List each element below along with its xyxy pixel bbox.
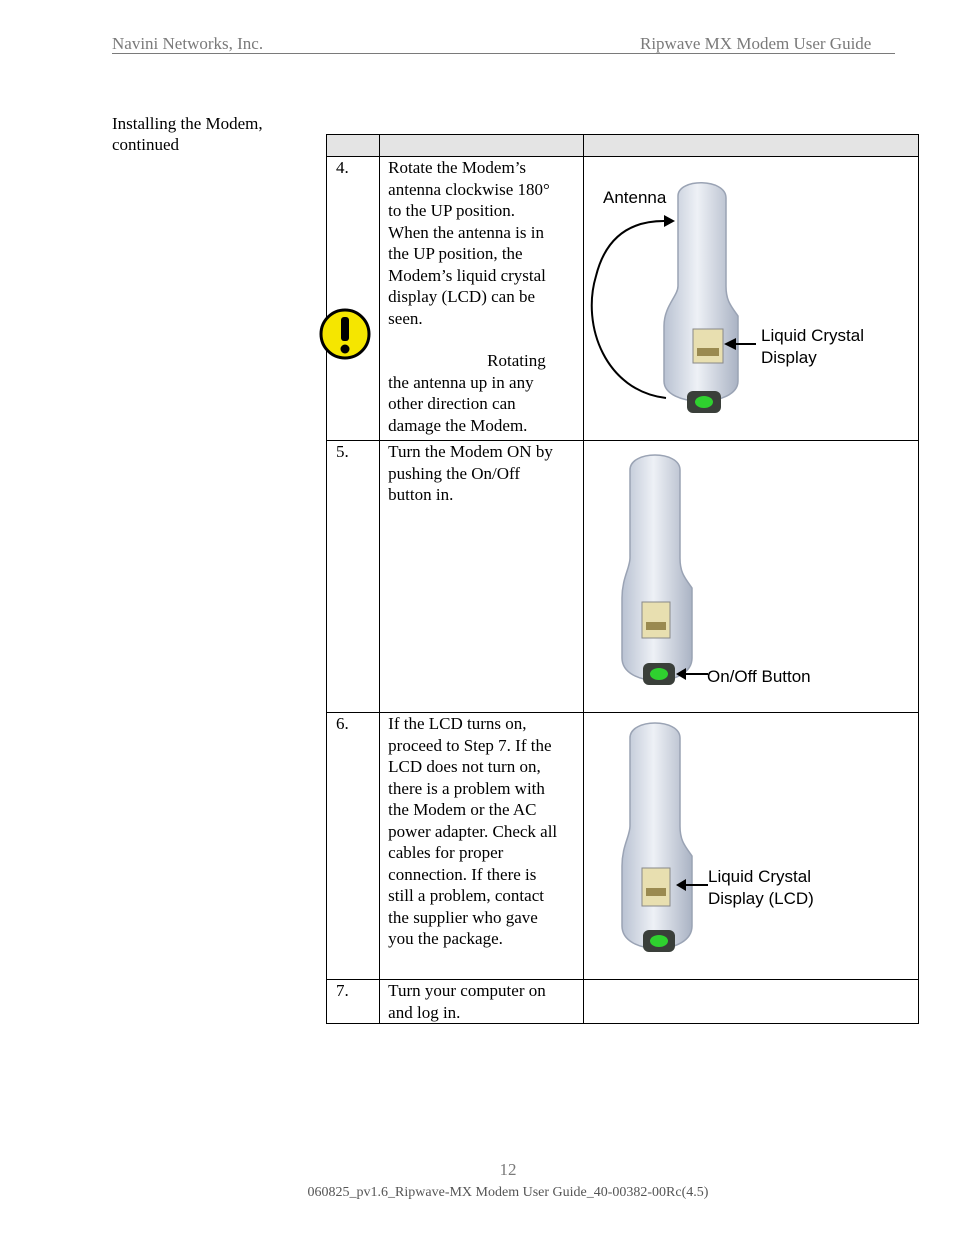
step-line: connection. If there is bbox=[388, 864, 537, 884]
step-line: If the LCD turns on, bbox=[388, 714, 527, 733]
step-image-cell bbox=[583, 980, 918, 1024]
lcd-label-line2: Display (LCD) bbox=[708, 889, 814, 908]
step-line: power adapter. Check all bbox=[388, 821, 558, 841]
step-line: Modem’s liquid crystal bbox=[388, 265, 546, 285]
step-number: 6. bbox=[327, 713, 380, 980]
step-line: you the package. bbox=[388, 929, 503, 948]
warning-line: other direction can bbox=[388, 394, 516, 413]
step-line: seen. bbox=[388, 308, 423, 328]
step-line: Rotate the Modem’s bbox=[388, 158, 527, 177]
step-line: button in. bbox=[388, 485, 454, 504]
warning-line: Rotating bbox=[487, 351, 546, 370]
step-text bbox=[380, 713, 584, 980]
step-line: the Modem or the AC bbox=[388, 800, 537, 819]
step-line: display (LCD) can be bbox=[388, 287, 535, 306]
step-text bbox=[380, 441, 584, 713]
header-guide-title: Ripwave MX Modem User Guide bbox=[640, 34, 872, 53]
table-row bbox=[327, 980, 919, 1024]
table-header-cell bbox=[380, 135, 584, 157]
page-number: 12 bbox=[499, 1160, 517, 1179]
step-line: pushing the On/Off bbox=[388, 463, 521, 483]
on-off-button-label: On/Off Button bbox=[707, 667, 811, 686]
warning-exclamation-icon bbox=[318, 307, 372, 361]
document-footer: 060825_pv1.6_Ripwave-MX Modem User Guide_40-00382-00Rc(4.5) bbox=[307, 1185, 709, 1200]
step-line: to the UP position. bbox=[388, 201, 516, 220]
step-line: and log in. bbox=[388, 1002, 461, 1022]
step-line: Turn your computer on bbox=[388, 981, 546, 1000]
modem-on-off-button-image bbox=[618, 448, 708, 693]
step-line: Turn the Modem ON by bbox=[388, 442, 553, 461]
warning-line: the antenna up in any bbox=[388, 372, 534, 392]
table-header-cell bbox=[583, 135, 918, 157]
step-line: there is a problem with bbox=[388, 778, 545, 798]
lcd-label-line1: Liquid Crystal bbox=[708, 867, 811, 886]
step-number: 4. bbox=[327, 157, 380, 441]
step-line: the UP position, the bbox=[388, 244, 523, 263]
step-line: the supplier who gave bbox=[388, 907, 538, 927]
warning-line: damage the Modem. bbox=[388, 415, 528, 435]
modem-lcd-image bbox=[618, 716, 708, 961]
side-heading-line1: Installing the Modem, bbox=[112, 114, 263, 133]
step-line: cables for proper bbox=[388, 843, 504, 862]
step-text bbox=[380, 157, 584, 441]
step-line: proceed to Step 7. If the bbox=[388, 735, 552, 755]
step-line: antenna clockwise 180° bbox=[388, 179, 550, 199]
step-line: still a problem, contact bbox=[388, 886, 544, 905]
step-line: When the antenna is in bbox=[388, 222, 544, 242]
warning-text bbox=[388, 350, 577, 372]
antenna-label: Antenna bbox=[603, 188, 667, 207]
header-company: Navini Networks, Inc. bbox=[112, 34, 264, 53]
lcd-label-line2: Display bbox=[761, 348, 817, 367]
header-rule bbox=[112, 53, 895, 54]
table-header-cell bbox=[327, 135, 380, 157]
lcd-label-line1: Liquid Crystal bbox=[761, 326, 864, 345]
step-line: LCD does not turn on, bbox=[388, 757, 541, 776]
step-number: 5. bbox=[327, 441, 380, 713]
modem-antenna-rotation-image bbox=[586, 176, 756, 421]
step-text bbox=[380, 980, 584, 1024]
side-heading-line2: continued bbox=[112, 135, 180, 154]
section-side-heading bbox=[112, 113, 302, 155]
step-number: 7. bbox=[327, 980, 380, 1024]
table-header-row bbox=[327, 135, 919, 157]
